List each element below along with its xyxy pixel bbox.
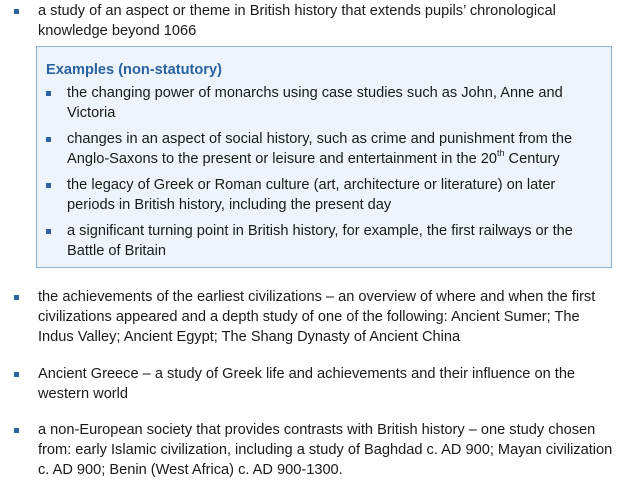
square-bullet-icon bbox=[14, 428, 19, 433]
example-item-text-part: changes in an aspect of social history, such as crime and punishment from the Anglo-Saxons to the present or leisure and entertainment in the 20 bbox=[67, 131, 573, 167]
square-bullet-icon bbox=[14, 9, 19, 14]
square-bullet-icon bbox=[14, 372, 19, 377]
example-item-greek-roman-legacy bbox=[67, 175, 603, 215]
example-item-text bbox=[67, 131, 572, 167]
list-item-ancient-greece bbox=[38, 364, 618, 404]
example-item-social-history bbox=[67, 129, 603, 169]
square-bullet-icon bbox=[46, 91, 51, 96]
example-item-text: the legacy of Greek or Roman culture (art, architecture or literature) on later periods in British history, including the present day bbox=[67, 177, 556, 213]
example-item-monarchs bbox=[67, 83, 603, 123]
list-item-text: the achievements of the earliest civilizations – an overview of where and when the first civilizations appeared and a depth study of one of the following: Ancient Sumer; The Indus Valley; Ancient Egypt; The Shang Dynasty of Ancient China bbox=[38, 289, 596, 345]
square-bullet-icon bbox=[46, 137, 51, 142]
list-item-british-history-theme bbox=[38, 1, 618, 41]
list-item-non-european-society bbox=[38, 420, 618, 480]
examples-box bbox=[36, 46, 612, 268]
list-item-earliest-civilizations bbox=[38, 287, 618, 347]
list-item-text: a non-European society that provides contrasts with British history – one study chosen from: early Islamic civilization, including a study of Baghdad c. AD 900; Mayan civilization c. AD 900; Benin (West Africa) c. AD 900-1300. bbox=[38, 422, 613, 478]
square-bullet-icon bbox=[14, 295, 19, 300]
example-item-text: the changing power of monarchs using case studies such as John, Anne and Victoria bbox=[67, 85, 563, 121]
ordinal-superscript: th bbox=[496, 148, 505, 159]
list-item-text: a study of an aspect or theme in British history that extends pupils’ chronological knowledge beyond 1066 bbox=[38, 3, 556, 39]
square-bullet-icon bbox=[46, 229, 51, 234]
example-item-turning-point bbox=[67, 221, 603, 261]
example-item-text: a significant turning point in British history, for example, the first railways or the Battle of Britain bbox=[67, 223, 573, 259]
square-bullet-icon bbox=[46, 183, 51, 188]
list-item-text: Ancient Greece – a study of Greek life and achievements and their influence on the western world bbox=[38, 366, 576, 402]
example-item-text-part: Century bbox=[504, 151, 560, 167]
examples-box-title: Examples (non-statutory) bbox=[46, 62, 222, 78]
